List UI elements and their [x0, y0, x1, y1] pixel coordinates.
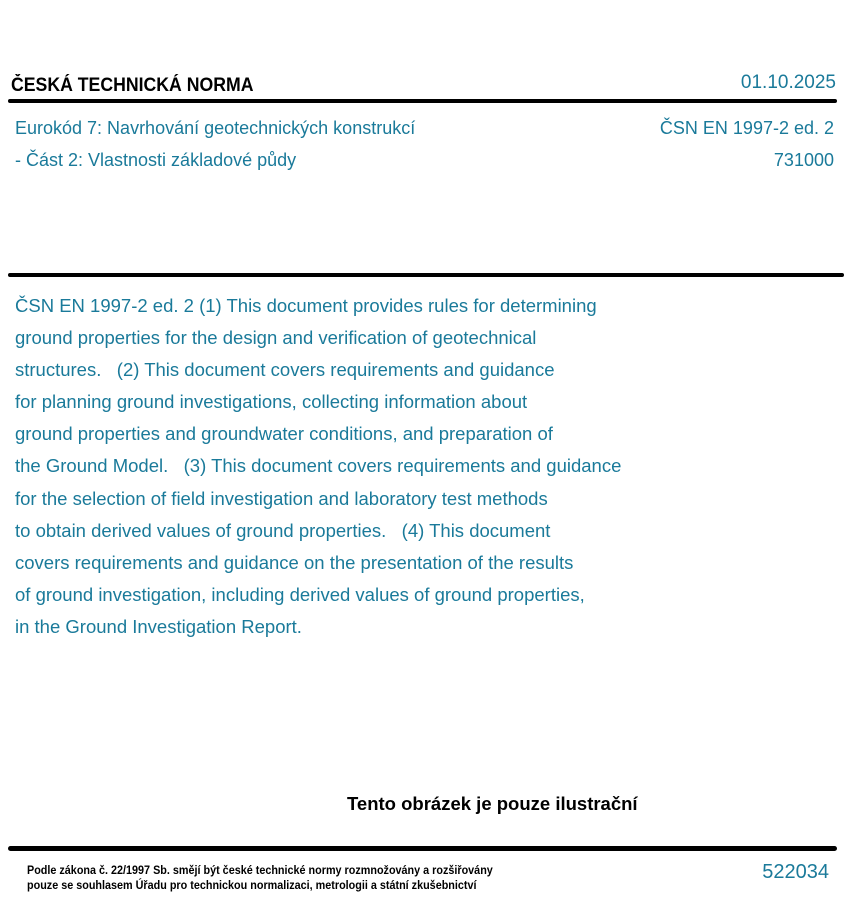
section-divider [8, 273, 844, 277]
standard-class-number: 731000 [773, 150, 834, 170]
abstract-line: for the selection of field investigation and laboratory test methods [15, 487, 548, 509]
abstract [15, 290, 621, 643]
legal-line: Podle zákona č. 22/1997 Sb. smějí být české technické normy rozmnožovány a rozšiřovány [27, 863, 493, 877]
legal-line: pouze se souhlasem Úřadu pro technickou normalizaci, metrologii a státní zkušebnictví [27, 878, 477, 892]
abstract-line: structures. (2) This document covers requirements and guidance [15, 359, 555, 381]
publication-date: 01.10.2025 [740, 72, 836, 93]
abstract-line: ČSN EN 1997-2 ed. 2 (1) This document provides rules for determining [15, 295, 597, 316]
footer-divider [8, 846, 837, 851]
abstract-line: of ground investigation, including derived values of ground properties, [15, 583, 585, 605]
standard-designation: ČSN EN 1997-2 ed. 2 [659, 118, 834, 138]
legal-notice [27, 863, 493, 893]
document-header-title: ČESKÁ TECHNICKÁ NORMA [11, 75, 254, 96]
document-code: 522034 [762, 861, 829, 883]
abstract-line: covers requirements and guidance on the presentation of the results [15, 551, 574, 573]
abstract-line: ground properties and groundwater conditions, and preparation of [15, 423, 553, 445]
abstract-line: the Ground Model. (3) This document covers requirements and guidance [15, 455, 622, 477]
header-divider [8, 99, 837, 103]
abstract-line: to obtain derived values of ground properties. (4) This document [15, 519, 551, 541]
standard-title-line-1: Eurokód 7: Navrhování geotechnických konstrukcí [15, 118, 416, 138]
abstract-line: ground properties for the design and verification of geotechnical [15, 327, 537, 349]
abstract-line: for planning ground investigations, collecting information about [15, 391, 528, 413]
illustration-note: Tento obrázek je pouze ilustrační [347, 793, 638, 814]
standard-title-line-2: - Část 2: Vlastnosti základové půdy [15, 150, 297, 170]
abstract-line: in the Ground Investigation Report. [15, 615, 302, 637]
